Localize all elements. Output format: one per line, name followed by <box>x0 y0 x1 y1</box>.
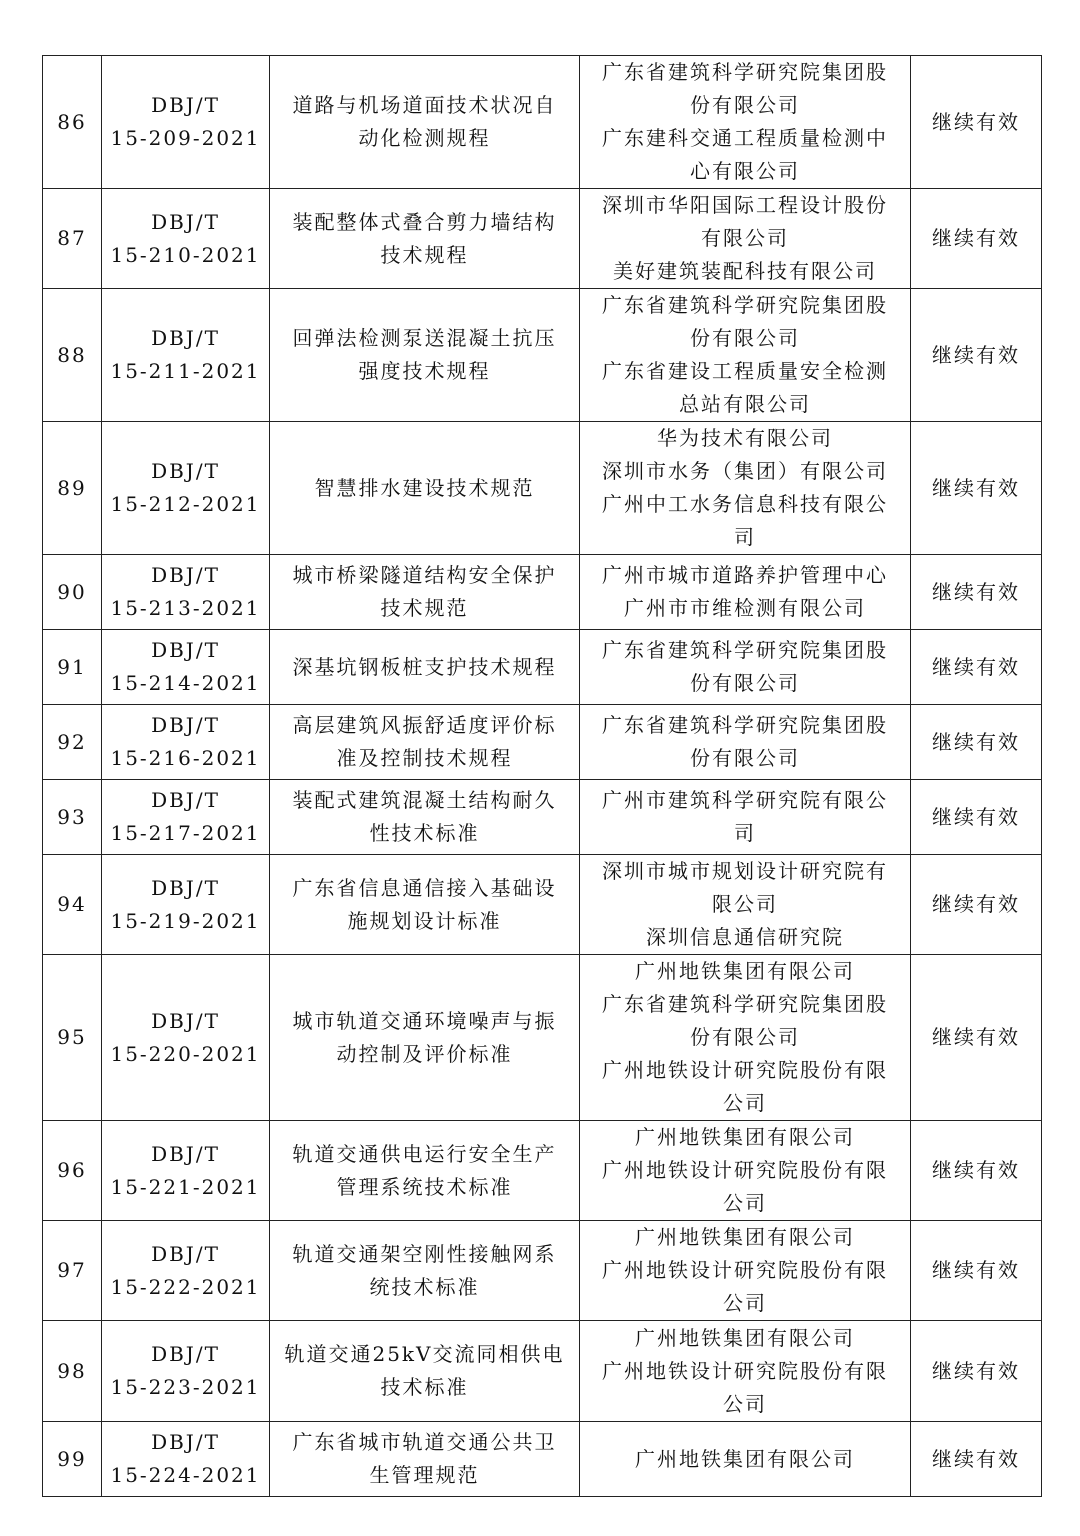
organization-line: 总站有限公司 <box>679 392 811 416</box>
standard-name-line: 技术标准 <box>380 1375 469 1399</box>
organization-line: 司 <box>734 821 756 845</box>
standard-code <box>102 56 270 189</box>
table-row <box>43 422 1042 555</box>
table-row <box>43 630 1042 705</box>
table-row <box>43 1221 1042 1321</box>
row-number: 92 <box>43 705 102 780</box>
row-number: 96 <box>43 1121 102 1221</box>
table-row <box>43 555 1042 630</box>
row-number: 94 <box>43 855 102 955</box>
standard-name-line: 施规划设计标准 <box>347 908 502 933</box>
standard-code <box>102 555 270 630</box>
standard-name-line: 轨道交通25kV交流同相供电 <box>284 1342 565 1366</box>
row-number: 89 <box>43 422 102 555</box>
organization-line: 美好建筑装配科技有限公司 <box>613 259 877 283</box>
organization-line: 份有限公司 <box>690 93 800 117</box>
organization-line: 限公司 <box>712 892 778 916</box>
standard-code-line: DBJ/T <box>151 638 220 662</box>
organization <box>580 1422 911 1497</box>
standard-name-line: 广东省城市轨道交通公共卫 <box>292 1430 557 1454</box>
table-row <box>43 1121 1042 1221</box>
table-row <box>43 1422 1042 1497</box>
row-number: 86 <box>43 56 102 189</box>
table-row <box>43 705 1042 780</box>
standard-code-line: DBJ/T <box>151 209 220 234</box>
organization <box>580 1221 911 1321</box>
standard-code-line: DBJ/T <box>151 713 220 737</box>
standard-code <box>102 422 270 555</box>
organization-line: 深圳市城市规划设计研究院有 <box>602 859 888 883</box>
standard-name-line: 准及控制技术规程 <box>336 746 513 770</box>
standard-code-line: DBJ/T <box>151 1241 220 1266</box>
standard-name <box>270 56 580 189</box>
row-number: 95 <box>43 955 102 1121</box>
standard-code <box>102 780 270 855</box>
standard-name-line: 广东省信息通信接入基础设 <box>292 875 557 900</box>
organization-line: 广州地铁设计研究院股份有限 <box>602 1058 888 1082</box>
organization-line: 广东省建筑科学研究院集团股 <box>602 992 888 1016</box>
status: 继续有效 <box>911 705 1042 780</box>
standard-code-line: DBJ/T <box>151 1008 220 1033</box>
standard-name <box>270 630 580 705</box>
organization <box>580 56 911 189</box>
standard-name <box>270 555 580 630</box>
organization-line: 广州市市维检测有限公司 <box>624 596 866 620</box>
organization-line: 公司 <box>723 1291 767 1315</box>
row-number: 88 <box>43 289 102 422</box>
standard-code-line: 15-219-2021 <box>110 908 261 933</box>
organization <box>580 1121 911 1221</box>
standard-code-line: 15-222-2021 <box>110 1274 261 1299</box>
status: 继续有效 <box>911 1221 1042 1321</box>
organization <box>580 630 911 705</box>
standards-table <box>42 55 1042 1497</box>
standard-name-line: 动化检测规程 <box>358 126 491 150</box>
standard-code-line: DBJ/T <box>151 1141 220 1166</box>
standard-name <box>270 780 580 855</box>
organization-line: 公司 <box>723 1091 767 1115</box>
organization-line: 份有限公司 <box>690 1025 800 1049</box>
standard-name-line: 管理系统技术标准 <box>336 1174 513 1199</box>
table-row <box>43 855 1042 955</box>
standard-name-line: 高层建筑风振舒适度评价标 <box>292 713 557 737</box>
row-number: 99 <box>43 1422 102 1497</box>
standard-code <box>102 705 270 780</box>
organization-line: 广东省建筑科学研究院集团股 <box>602 293 888 317</box>
standard-name-line: 回弹法检测泵送混凝土抗压 <box>292 326 557 350</box>
standard-name-line: 统技术标准 <box>369 1274 480 1299</box>
standard-name-line: 装配式建筑混凝土结构耐久 <box>292 788 557 812</box>
standard-name-line: 城市桥梁隧道结构安全保护 <box>292 563 557 587</box>
standard-name-line: 城市轨道交通环境噪声与振 <box>292 1008 557 1033</box>
organization-line: 份有限公司 <box>690 746 800 770</box>
organization-line: 公司 <box>723 1391 767 1416</box>
table-row <box>43 1321 1042 1422</box>
organization-line: 深圳市水务（集团）有限公司 <box>602 459 888 483</box>
standard-code-line: 15-221-2021 <box>110 1174 261 1199</box>
standard-name-line: 动控制及评价标准 <box>336 1041 513 1066</box>
organization <box>580 289 911 422</box>
organization <box>580 189 911 289</box>
standard-name <box>270 289 580 422</box>
organization-line: 华为技术有限公司 <box>657 426 833 450</box>
standard-code-line: 15-224-2021 <box>110 1463 261 1487</box>
organization-line: 广州地铁集团有限公司 <box>635 1325 855 1350</box>
organization-line: 广州地铁设计研究院股份有限 <box>602 1158 888 1182</box>
organization <box>580 955 911 1121</box>
row-number: 87 <box>43 189 102 289</box>
organization-line: 广州地铁集团有限公司 <box>635 1225 855 1249</box>
status: 继续有效 <box>911 1321 1042 1422</box>
standard-code-line: DBJ/T <box>151 788 220 812</box>
standard-name <box>270 422 580 555</box>
standard-name-line: 技术规范 <box>380 596 469 620</box>
organization-line: 广东省建筑科学研究院集团股 <box>602 60 888 84</box>
organization <box>580 855 911 955</box>
standard-code <box>102 1121 270 1221</box>
standard-name <box>270 1321 580 1422</box>
organization-line: 广东省建筑科学研究院集团股 <box>602 638 888 662</box>
standard-name-line: 技术规程 <box>380 242 469 267</box>
standard-code <box>102 189 270 289</box>
organization-line: 广州中工水务信息科技有限公 <box>602 492 888 516</box>
status: 继续有效 <box>911 1121 1042 1221</box>
organization-line: 深圳市华阳国际工程设计股份 <box>602 193 888 217</box>
standard-name-line: 道路与机场道面技术状况自 <box>292 93 557 117</box>
row-number: 90 <box>43 555 102 630</box>
standard-name <box>270 1422 580 1497</box>
standard-name-line: 性技术标准 <box>369 821 480 845</box>
status: 继续有效 <box>911 422 1042 555</box>
organization-line: 心有限公司 <box>690 159 800 183</box>
standard-code <box>102 855 270 955</box>
standard-code <box>102 1221 270 1321</box>
standard-code-line: DBJ/T <box>151 563 220 587</box>
standard-name-line: 轨道交通架空刚性接触网系 <box>292 1241 557 1266</box>
organization-line: 份有限公司 <box>690 671 800 695</box>
standard-code-line: 15-223-2021 <box>110 1375 261 1399</box>
organization-line: 广东省建筑科学研究院集团股 <box>602 713 888 737</box>
standard-name-line: 深基坑钢板桩支护技术规程 <box>292 654 557 679</box>
organization-line: 广州地铁集团有限公司 <box>635 1446 855 1471</box>
organization-line: 份有限公司 <box>690 326 800 350</box>
row-number: 98 <box>43 1321 102 1422</box>
organization <box>580 422 911 555</box>
standard-code <box>102 1321 270 1422</box>
standard-code-line: DBJ/T <box>151 875 220 900</box>
organization-line: 广州地铁集团有限公司 <box>635 1125 855 1149</box>
row-number: 93 <box>43 780 102 855</box>
organization-line: 广州地铁设计研究院股份有限 <box>602 1258 888 1282</box>
organization-line: 广州市城市道路养护管理中心 <box>602 563 888 587</box>
standard-code <box>102 630 270 705</box>
organization-line: 广州地铁集团有限公司 <box>635 959 855 983</box>
standard-name-line: 装配整体式叠合剪力墙结构 <box>292 209 557 234</box>
standard-code-line: DBJ/T <box>151 1430 220 1454</box>
row-number: 97 <box>43 1221 102 1321</box>
standard-code-line: 15-212-2021 <box>110 492 261 516</box>
table-row <box>43 780 1042 855</box>
table-row <box>43 189 1042 289</box>
organization-line: 司 <box>734 525 756 549</box>
organization-line: 广州地铁设计研究院股份有限 <box>602 1358 888 1383</box>
standard-code-line: 15-216-2021 <box>110 746 261 770</box>
standard-code-line: 15-220-2021 <box>110 1041 261 1066</box>
standard-code-line: 15-210-2021 <box>110 242 261 267</box>
organization-line: 广州市建筑科学研究院有限公 <box>602 788 888 812</box>
standard-name-line: 轨道交通供电运行安全生产 <box>292 1141 557 1166</box>
table-row <box>43 56 1042 189</box>
organization <box>580 780 911 855</box>
standard-code-line: DBJ/T <box>151 326 220 350</box>
status: 继续有效 <box>911 855 1042 955</box>
status: 继续有效 <box>911 955 1042 1121</box>
standard-name <box>270 189 580 289</box>
organization-line: 深圳信息通信研究院 <box>646 925 844 949</box>
row-number: 91 <box>43 630 102 705</box>
standard-name <box>270 1121 580 1221</box>
standard-name <box>270 955 580 1121</box>
status: 继续有效 <box>911 56 1042 189</box>
standard-name <box>270 1221 580 1321</box>
status: 继续有效 <box>911 555 1042 630</box>
organization <box>580 705 911 780</box>
standard-code-line: DBJ/T <box>151 459 220 483</box>
standard-name-line: 生管理规范 <box>369 1463 480 1487</box>
standard-name <box>270 855 580 955</box>
status: 继续有效 <box>911 1422 1042 1497</box>
standard-name <box>270 705 580 780</box>
table-row <box>43 955 1042 1121</box>
status: 继续有效 <box>911 780 1042 855</box>
organization-line: 广东建科交通工程质量检测中 <box>602 126 888 150</box>
organization-line: 广东省建设工程质量安全检测 <box>602 359 888 383</box>
standard-name-line: 智慧排水建设技术规范 <box>314 475 535 500</box>
standard-code-line: DBJ/T <box>151 1342 220 1366</box>
status: 继续有效 <box>911 630 1042 705</box>
standard-code <box>102 1422 270 1497</box>
standard-code <box>102 289 270 422</box>
table-row <box>43 289 1042 422</box>
status: 继续有效 <box>911 189 1042 289</box>
standard-code-line: DBJ/T <box>151 93 220 117</box>
standard-code-line: 15-211-2021 <box>110 359 261 383</box>
standard-code <box>102 955 270 1121</box>
standard-name-line: 强度技术规程 <box>358 359 491 383</box>
standard-code-line: 15-214-2021 <box>110 671 261 695</box>
organization <box>580 555 911 630</box>
status: 继续有效 <box>911 289 1042 422</box>
standard-code-line: 15-209-2021 <box>110 126 261 150</box>
organization <box>580 1321 911 1422</box>
standard-code-line: 15-217-2021 <box>110 821 261 845</box>
standard-code-line: 15-213-2021 <box>110 596 261 620</box>
table-body <box>43 56 1042 1497</box>
organization-line: 公司 <box>723 1191 767 1215</box>
organization-line: 有限公司 <box>701 226 789 250</box>
